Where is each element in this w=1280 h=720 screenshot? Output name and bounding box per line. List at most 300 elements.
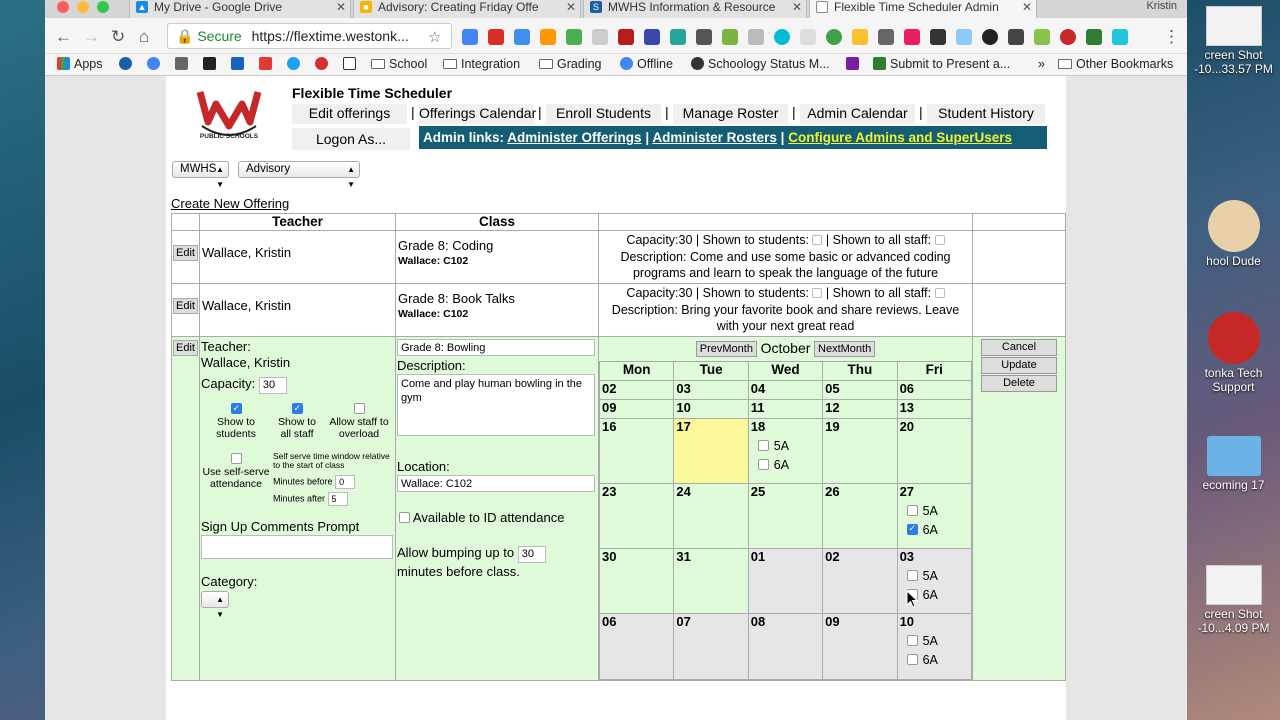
calendar-day-cell[interactable] — [674, 484, 748, 549]
calendar-day-cell[interactable] — [600, 400, 674, 419]
apps-grid-icon — [57, 57, 70, 70]
bookmark-amazon[interactable] — [203, 57, 220, 71]
extension-icon[interactable] — [878, 29, 894, 45]
extension-icon[interactable] — [1112, 29, 1128, 45]
desktop-label: ecoming 17 — [1202, 478, 1265, 492]
bookmark-label: Offline — [637, 57, 673, 71]
desktop-screenshot-1[interactable] — [1187, 6, 1280, 76]
calendar-day-cell[interactable] — [748, 381, 822, 400]
update-button[interactable]: Update — [981, 357, 1057, 374]
tab-flexible-time[interactable] — [809, 0, 1037, 18]
extension-icon[interactable] — [930, 29, 946, 45]
minutes-after-input[interactable] — [328, 492, 348, 506]
calendar-day-cell[interactable] — [674, 381, 748, 400]
period-label: 6A — [922, 653, 938, 667]
nav-edit-offerings[interactable]: Edit offerings — [292, 104, 407, 124]
bookmark-twitter[interactable] — [287, 57, 304, 71]
edit-button[interactable]: Edit — [173, 245, 198, 261]
class-name: Grade 8: Coding — [398, 238, 494, 253]
folder-icon — [1058, 59, 1072, 69]
calendar-week-row — [600, 400, 972, 419]
desktop-screenshot-2[interactable] — [1187, 565, 1280, 635]
profile-name[interactable]: Kristin — [1146, 0, 1177, 12]
calendar-day-cell[interactable] — [823, 400, 897, 419]
nav-separator: | — [538, 104, 542, 120]
shown-staff-check-icon — [935, 288, 945, 298]
screenshot-thumbnail-icon — [1206, 565, 1262, 605]
edit-offering-row — [172, 337, 1066, 681]
bookmark-submit-present[interactable] — [873, 57, 1010, 71]
period-checkbox[interactable] — [907, 654, 918, 665]
folder-icon — [371, 59, 385, 69]
close-icon[interactable]: ✕ — [1021, 0, 1032, 14]
admin-links-bar — [419, 126, 1047, 149]
allow-overload-checkbox[interactable] — [354, 403, 365, 414]
amazon-icon — [203, 57, 216, 70]
calendar-day-cell[interactable] — [897, 484, 971, 549]
desktop-school-dude[interactable] — [1187, 200, 1280, 268]
maximize-window-icon[interactable] — [97, 1, 109, 13]
screenshot-thumbnail-icon — [1206, 6, 1262, 46]
day-number: 09 — [825, 614, 840, 629]
close-icon[interactable]: ✕ — [565, 0, 576, 14]
period-option — [907, 569, 971, 583]
minimize-window-icon[interactable] — [77, 1, 89, 13]
extension-icon[interactable] — [1086, 29, 1102, 45]
bookmark-apps[interactable] — [57, 57, 103, 71]
extension-icon[interactable] — [826, 29, 842, 45]
calendar-day-cell[interactable] — [600, 614, 674, 680]
calendar-day-cell[interactable] — [748, 400, 822, 419]
self-serve-checkbox[interactable] — [231, 453, 242, 464]
teacher-name: Wallace, Kristin — [202, 298, 292, 313]
extension-icon[interactable] — [670, 29, 686, 45]
bookmark-folder-school[interactable] — [371, 57, 427, 71]
show-staff-label: Show to all staff — [278, 416, 316, 440]
class-location: Wallace: C102 — [398, 308, 469, 320]
period-checkbox[interactable] — [907, 570, 918, 581]
period-checkbox[interactable] — [758, 459, 769, 470]
day-number: 06 — [899, 381, 915, 396]
desktop-label: hool Dude — [1206, 254, 1261, 268]
day-number: 03 — [676, 381, 691, 396]
school-select[interactable] — [172, 161, 229, 189]
day-number: 06 — [602, 614, 617, 629]
table-row — [172, 231, 1066, 284]
school-logo-icon — [194, 82, 264, 142]
admin-separator: | — [780, 130, 785, 145]
extension-icon[interactable] — [956, 29, 972, 45]
category-label: Category: — [201, 574, 258, 589]
show-students-label: Show to students — [216, 416, 256, 440]
period-option — [758, 458, 822, 472]
day-number: 23 — [602, 484, 617, 499]
minutes-before-input[interactable] — [335, 475, 355, 489]
calendar-day-cell[interactable] — [600, 484, 674, 549]
back-icon[interactable]: ← — [55, 27, 72, 46]
day-number: 26 — [825, 484, 840, 499]
bookmark-label: Schoology Status M... — [708, 57, 830, 71]
edit-actions-cell — [973, 337, 1066, 681]
class-name-input[interactable] — [397, 339, 595, 356]
period-label: 5A — [922, 504, 938, 518]
weekday-header: Mon — [600, 362, 674, 381]
calendar-day-cell[interactable] — [674, 614, 748, 680]
slides-icon: ■ — [360, 1, 372, 13]
select-arrow-icon: ▲ ▼ — [347, 165, 355, 189]
calendar-week-row — [600, 419, 972, 484]
bookmark-shield[interactable] — [343, 57, 360, 71]
extension-icon[interactable] — [540, 29, 556, 45]
calendar-day-cell[interactable] — [674, 419, 748, 484]
edit-class-cell — [396, 337, 599, 681]
calendar-day-cell[interactable] — [897, 614, 971, 680]
next-month-button[interactable]: NextMonth — [814, 341, 875, 357]
calendar-week-row — [600, 484, 972, 549]
self-serve-label: Use self-serve attendance — [202, 466, 270, 490]
calendar-day-cell[interactable] — [674, 400, 748, 419]
bookmark-schoology[interactable] — [119, 57, 136, 71]
month-calendar — [599, 361, 972, 680]
signup-prompt-input[interactable] — [201, 535, 393, 559]
day-number: 11 — [750, 400, 765, 415]
tab-mwhs-info[interactable] — [583, 0, 807, 18]
day-number: 09 — [602, 400, 617, 415]
nav-separator: | — [665, 104, 669, 120]
extension-icon[interactable] — [1008, 29, 1024, 45]
extension-icon[interactable] — [644, 29, 660, 45]
calendar-day-cell[interactable] — [897, 419, 971, 484]
extension-icon[interactable] — [618, 29, 634, 45]
bookmark-label: Submit to Present a... — [890, 57, 1011, 71]
shown-students-check-icon — [812, 235, 822, 245]
calendar-day-cell[interactable] — [748, 484, 822, 549]
gmail-extension-icon[interactable] — [488, 29, 504, 45]
nav-manage-roster[interactable]: Manage Roster — [673, 104, 788, 124]
type-select-value: Advisory — [246, 163, 291, 175]
period-option — [758, 439, 822, 453]
minutes-before-label: Minutes before — [273, 476, 333, 487]
logo-text: PUBLIC SCHOOLS — [199, 133, 259, 140]
bookmark-folder-grading[interactable] — [539, 57, 601, 71]
capacity-text: Capacity:30 | Shown to students: — [626, 233, 809, 247]
calendar-day-cell[interactable] — [748, 549, 822, 614]
desktop-folder[interactable] — [1187, 436, 1280, 492]
close-icon[interactable]: ✕ — [791, 0, 802, 14]
minutes-before-row — [273, 475, 355, 489]
lock-icon: 🔒 — [176, 28, 194, 44]
calendar-extension-icon[interactable] — [462, 29, 478, 45]
edit-button[interactable]: Edit — [173, 298, 198, 314]
header-class: Class — [396, 214, 599, 231]
period-label: 6A — [922, 523, 938, 537]
bookmark-site[interactable] — [175, 57, 192, 71]
nav-separator: | — [411, 104, 415, 120]
period-checkbox[interactable] — [758, 440, 769, 451]
nav-separator: | — [792, 104, 796, 120]
extension-icon[interactable] — [800, 29, 816, 45]
bookmark-google[interactable] — [147, 57, 164, 71]
day-number: 24 — [676, 484, 691, 499]
calendar-header — [599, 337, 972, 361]
capacity-text: Capacity:30 | Shown to students: — [626, 286, 809, 300]
edit-button[interactable]: Edit — [173, 340, 198, 356]
offering-description: Description: Come and use some basic or advanced coding programs and learn to speak the language of the future — [620, 250, 951, 280]
extension-icon[interactable] — [774, 29, 790, 45]
tab-label: Advisory: Creating Friday Offe — [378, 0, 539, 14]
calendar-day-cell[interactable] — [748, 614, 822, 680]
bumping-label-post: minutes before class. — [397, 563, 520, 579]
reload-icon[interactable]: ↻ — [111, 27, 126, 46]
calendar-month: October — [760, 340, 811, 356]
day-number: 05 — [825, 381, 840, 396]
close-window-icon[interactable] — [57, 1, 69, 13]
more-menu-icon[interactable]: ⋮ — [1163, 27, 1180, 46]
offering-meta — [599, 284, 972, 301]
schoology-icon: S — [590, 1, 602, 13]
bumping-label-pre: Allow bumping up to — [397, 545, 515, 560]
signup-prompt-label: Sign Up Comments Prompt — [201, 519, 360, 534]
day-number: 31 — [676, 549, 691, 564]
logon-as-button[interactable]: Logon As... — [292, 128, 410, 150]
nav-enroll-students[interactable]: Enroll Students — [546, 104, 661, 124]
self-serve-option — [202, 453, 270, 490]
location-input[interactable] — [397, 475, 595, 492]
bookmark-offline[interactable] — [620, 57, 673, 71]
cancel-button[interactable]: Cancel — [981, 339, 1057, 356]
extension-icon[interactable] — [1060, 29, 1076, 45]
day-number: 08 — [750, 614, 766, 629]
calendar-day-cell[interactable] — [823, 614, 897, 680]
offerings-table — [171, 213, 1066, 681]
bookmark-other[interactable] — [1058, 57, 1173, 71]
shown-staff-check-icon — [935, 235, 945, 245]
page-background — [45, 76, 1187, 720]
show-staff-option — [275, 403, 319, 440]
allow-overload-option — [326, 403, 392, 440]
calendar-week-row — [600, 381, 972, 400]
extension-icon[interactable] — [852, 29, 868, 45]
site-icon — [175, 57, 188, 70]
youtube-icon — [259, 57, 272, 70]
extension-icon[interactable] — [1034, 29, 1050, 45]
header-blank — [172, 214, 200, 231]
bookmark-label: School — [389, 57, 428, 71]
create-new-offering-link[interactable]: Create New Offering — [171, 196, 290, 211]
browser-toolbar — [45, 18, 1187, 54]
bumping-input[interactable] — [518, 546, 546, 563]
bookmarks-bar — [45, 54, 1187, 76]
tab-advisory[interactable] — [353, 0, 581, 18]
extension-icon[interactable] — [696, 29, 712, 45]
edit-teacher-cell — [200, 337, 396, 681]
prev-month-button[interactable]: PrevMonth — [696, 341, 757, 357]
url-text: https://flextime.westonk... — [251, 28, 409, 44]
more-bookmarks-icon[interactable]: » — [1038, 57, 1045, 71]
nav-admin-calendar[interactable]: Admin Calendar — [800, 104, 915, 124]
extension-icon[interactable] — [592, 29, 608, 45]
tab-label: MWHS Information & Resource — [608, 0, 776, 14]
edit-calendar-cell — [599, 337, 973, 681]
calendar-day-cell[interactable] — [748, 419, 822, 484]
secure-label: Secure — [197, 28, 242, 44]
calendar-day-cell[interactable] — [674, 549, 748, 614]
day-number: 04 — [750, 381, 766, 396]
id-attendance-checkbox[interactable] — [399, 512, 410, 523]
app-title: Flexible Time Scheduler — [292, 85, 453, 101]
description-textarea[interactable]: Come and play human bowling in the gym — [397, 374, 595, 436]
mouse-cursor-icon — [906, 590, 918, 608]
page-content — [166, 76, 1066, 720]
period-checkbox[interactable] — [907, 524, 918, 535]
close-icon[interactable]: ✕ — [335, 0, 346, 14]
calendar-day-cell[interactable] — [600, 419, 674, 484]
day-number: 10 — [676, 400, 691, 415]
folder-icon — [1207, 436, 1261, 476]
nav-student-history[interactable]: Student History — [927, 104, 1045, 124]
folder-icon — [539, 59, 553, 69]
day-number: 17 — [676, 419, 691, 434]
teacher-label: Teacher: — [201, 339, 251, 354]
bumping-row — [397, 544, 595, 581]
extension-icon[interactable] — [748, 29, 764, 45]
day-number: 13 — [899, 400, 915, 415]
gear-icon — [691, 57, 704, 70]
period-option — [907, 634, 971, 648]
day-number: 03 — [899, 549, 915, 564]
site-icon — [231, 57, 244, 70]
desktop-label: tonka Tech Support — [1204, 366, 1263, 394]
teacher-name: Wallace, Kristin — [202, 245, 292, 260]
period-label: 6A — [922, 588, 938, 602]
delete-button[interactable]: Delete — [981, 375, 1057, 392]
calendar-day-cell[interactable] — [823, 549, 897, 614]
class-name: Grade 8: Book Talks — [398, 291, 515, 306]
category-select[interactable] — [201, 591, 229, 619]
day-number: 10 — [899, 614, 915, 629]
select-arrow-icon: ▲ ▼ — [216, 595, 224, 619]
show-students-option — [214, 403, 258, 440]
twitter-icon — [287, 57, 300, 70]
period-label: 6A — [773, 458, 790, 472]
contact-us-icon — [1208, 312, 1260, 364]
configure-admins-link[interactable]: Configure Admins and SuperUsers — [788, 130, 1012, 145]
day-number: 02 — [825, 549, 840, 564]
home-icon[interactable]: ⌂ — [139, 27, 150, 46]
calendar-day-cell[interactable] — [897, 400, 971, 419]
google-icon — [620, 57, 633, 70]
forward-icon[interactable]: → — [83, 27, 100, 46]
capacity-input[interactable] — [259, 377, 287, 394]
calendar-day-cell[interactable] — [600, 381, 674, 400]
administer-offerings-link[interactable]: Administer Offerings — [507, 130, 642, 145]
tab-bar — [45, 0, 1187, 18]
bookmark-label: Other Bookmarks — [1076, 57, 1174, 71]
extension-icon[interactable] — [722, 29, 738, 45]
header-details — [599, 214, 973, 231]
table-header-row — [172, 214, 1066, 231]
extension-icon[interactable] — [514, 29, 530, 45]
header-teacher: Teacher — [200, 214, 396, 231]
page-icon — [816, 1, 828, 13]
extension-icon[interactable] — [566, 29, 582, 45]
day-number: 20 — [899, 419, 915, 434]
desktop-label: creen Shot -10...4.09 PM — [1197, 607, 1270, 635]
day-number: 12 — [825, 400, 840, 415]
bookmark-site[interactable] — [231, 57, 248, 71]
period-option — [907, 504, 971, 518]
day-number: 30 — [602, 549, 617, 564]
description-label: Description: — [397, 358, 466, 373]
calendar-day-cell[interactable] — [823, 484, 897, 549]
tab-label: Flexible Time Scheduler Admin — [834, 0, 999, 14]
day-number: 19 — [825, 419, 840, 434]
period-label: 5A — [773, 439, 790, 453]
shown-staff-text: | Shown to all staff: — [825, 233, 932, 247]
bookmark-site[interactable] — [846, 57, 863, 71]
bookmark-star-icon[interactable]: ☆ — [428, 29, 442, 46]
show-staff-checkbox[interactable] — [292, 403, 303, 414]
capacity-label: Capacity: — [201, 376, 256, 391]
teacher-name: Wallace, Kristin — [201, 355, 291, 370]
desktop-tech-support[interactable] — [1187, 312, 1280, 394]
google-icon — [147, 57, 160, 70]
period-checkbox[interactable] — [907, 505, 918, 516]
day-number: 27 — [899, 484, 915, 499]
calendar-day-cell[interactable] — [897, 381, 971, 400]
admin-links-prefix: Admin links: — [423, 130, 505, 145]
address-bar[interactable] — [167, 23, 452, 49]
header-actions — [973, 214, 1066, 231]
drive-icon: ▲ — [137, 2, 147, 12]
bookmark-site[interactable] — [315, 57, 332, 71]
type-select[interactable] — [238, 161, 360, 189]
browser-window — [45, 0, 1187, 720]
cartoon-icon — [1208, 200, 1260, 252]
bookmark-folder-integration[interactable] — [443, 57, 520, 71]
extension-icon[interactable] — [904, 29, 920, 45]
location-label: Location: — [397, 459, 450, 474]
nav-offerings-calendar[interactable]: Offerings Calendar — [419, 104, 534, 124]
weekday-header: Tue — [674, 362, 748, 381]
calendar-weekday-row — [600, 362, 972, 381]
calendar-day-cell[interactable] — [823, 419, 897, 484]
calendar-week-row — [600, 614, 972, 680]
calendar-day-cell[interactable] — [823, 381, 897, 400]
timer-extension-icon[interactable] — [982, 29, 998, 45]
period-checkbox[interactable] — [907, 635, 918, 646]
folder-icon — [443, 59, 457, 69]
show-students-checkbox[interactable] — [231, 403, 242, 414]
class-location: Wallace: C102 — [398, 255, 469, 267]
day-number: 02 — [602, 381, 617, 396]
tab-label: My Drive - Google Drive — [154, 0, 283, 14]
school-select-value: MWHS — [180, 163, 217, 175]
table-row — [172, 284, 1066, 337]
select-arrow-icon: ▲ ▼ — [216, 165, 224, 189]
id-attendance-row — [399, 510, 564, 525]
shield-icon — [343, 57, 356, 70]
desktop-icons — [1187, 0, 1280, 720]
tab-google-drive[interactable] — [129, 0, 351, 18]
day-number: 01 — [750, 549, 766, 564]
bookmark-schoology-status[interactable] — [691, 57, 830, 71]
administer-rosters-link[interactable]: Administer Rosters — [652, 130, 777, 145]
bookmark-label: Apps — [74, 57, 103, 71]
allow-overload-label: Allow staff to overload — [329, 416, 389, 440]
calendar-day-cell[interactable] — [600, 549, 674, 614]
bookmark-youtube[interactable] — [259, 57, 276, 71]
